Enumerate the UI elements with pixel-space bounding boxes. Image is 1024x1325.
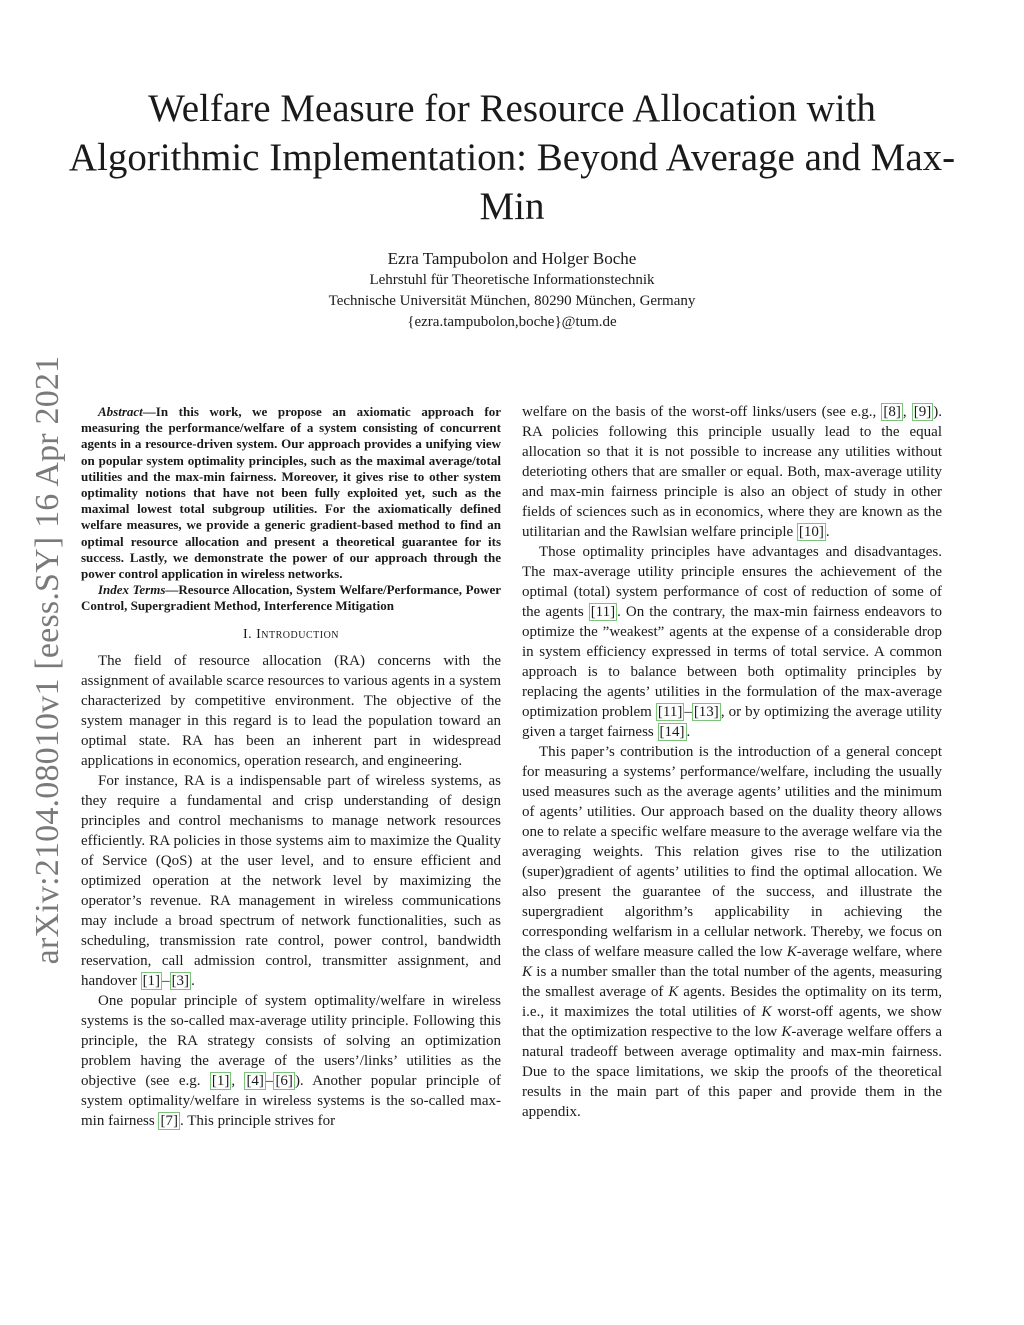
index-terms-label: Index Terms [98, 582, 166, 598]
affiliation-university: Technische Universität München, 80290 München, Germany [328, 293, 696, 309]
citation-link[interactable]: [4] [246, 1072, 264, 1089]
index-terms [81, 582, 501, 614]
citation-link[interactable]: [6] [275, 1072, 293, 1089]
index-terms-text: —Resource Allocation, System Welfare/Performance, Power Control, Supergradient Method, Interference Mitigation [81, 582, 501, 614]
math-variable-k: K [522, 964, 533, 980]
citation-link[interactable]: [1] [211, 1072, 230, 1089]
intro-paragraph-3 [81, 991, 501, 1131]
paragraph-text: welfare on the basis of the worst-off links/users (see e.g., [522, 404, 882, 420]
abstract-text: —In this work, we propose an axiomatic approach for measuring the performance/welfare of a system consisting of concurrent agents in a resource-driven system. Our approach provides a unifying view on popular system optimality principles, such as the maximal average/total utilities and the max-min fairness. Moreover, it gives rise to other system optimality notions that have not been fully exploited yet, such as the maximal lowest total subgroup utilities. For the axiomatically defined welfare measures, we provide a generic gradient-based method to find an optimal resource allocation and present a theoretical guarantee for its success. Lastly, we demonstrate the power of our approach through the power control application in wireless networks. [81, 404, 501, 582]
citation-link[interactable]: [11] [657, 704, 683, 720]
math-variable-k: K [781, 1024, 792, 1040]
citation-link[interactable]: [10] [798, 524, 824, 540]
arxiv-identifier-stamp [28, 345, 68, 975]
section-title: Introduction [256, 626, 340, 642]
paragraph-text: agents. Besides the optimality on its term, i.e., it maximizes the total utilities of [522, 984, 942, 1020]
math-variable-k: K [786, 944, 797, 960]
citation-link[interactable]: [7] [160, 1112, 178, 1129]
right-column [522, 402, 942, 1122]
paragraph-text: . [191, 972, 195, 989]
math-variable-k: K [668, 984, 679, 1000]
paragraph-text: . [686, 724, 691, 740]
paragraph-text: ). Another popular principle of system optimality/welfare in wireless systems is the so-called max-min fairness [81, 1072, 502, 1129]
citation-range-dash: – [265, 1072, 274, 1089]
abstract [81, 404, 501, 582]
left-column [81, 404, 501, 1131]
affiliation-chair: Lehrstuhl für Theoretische Informationstechnik [369, 272, 655, 288]
paragraph-text: Those optimality principles have advantages and disadvantages. The max-average utility principle ensures the achievement of the optimal (total) system performance of cost of reduction of some of the agents [522, 544, 942, 620]
paragraph-text: . [825, 524, 830, 540]
citation-range-dash: – [162, 972, 170, 989]
paragraph-text: ). RA policies following this principle usually lead to the equal allocation so that it is not possible to increase any utilities without deterioting others that are smaller or equal. Both, max-average utility and max-min fairness principle is also an object of study in other fields of sciences such as in economics, where they are known as the utilitarian and the Rawlsian welfare principle [522, 404, 942, 540]
intro-paragraph-4 [522, 542, 942, 742]
paragraph-text: , or by optimizing the average utility given a target fairness [522, 704, 943, 740]
citation-range-dash: – [684, 704, 692, 720]
author-block [200, 248, 824, 333]
intro-paragraph-1: The field of resource allocation (RA) concerns with the assignment of available scarce resources to various agents in a system characterized by competitive environment. The objective of the system manager in this regard is to lead the population toward an optimal state. RA has been an inherent part in widespread applications in economics, operation research, and engineering. [81, 652, 501, 769]
paragraph-text: -average welfare offers a natural tradeoff between average optimality and max-min fairness. Due to the space limitations, we skip the proofs of the theoretical results in the main part of this paper and provide them in the appendix. [522, 1024, 943, 1120]
citation-separator: , [902, 404, 912, 420]
citation-link[interactable]: [13] [693, 704, 719, 720]
paragraph-text: This paper’s contribution is the introduction of a general concept for measuring a systems’ performance/welfare, including the usually used measures such as the average agents’ utilities and the minimum of agents’ utilities. Our approach based on the duality theory allows one to relate a specific welfare measure to the average welfare via the averaging weights. This relation gives rise to the utilization (super)gradient of agents’ utilities to find the optimal allocation. We also present the guarantee of the success, and illustrate the supergradient algorithm’s applicability in achieving the corresponding welfarism in a cellular network. Thereby, we focus on the class of welfare measure called the low [522, 744, 942, 960]
citation-link[interactable]: [9] [913, 404, 932, 420]
paragraph-text: One popular principle of system optimality/welfare in wireless systems is the so-called max-average utility principle. Following this principle, the RA strategy consists of solving an optimization problem having the average of the users’/links’ utilities as the objective (see e.g. [81, 992, 501, 1089]
intro-paragraph-5 [522, 742, 942, 1122]
citation-separator: , [231, 1072, 245, 1089]
citation-link[interactable]: [3] [171, 972, 190, 989]
section-number: I. [242, 626, 253, 642]
paragraph-text: worst-off agents, we show that the optimization respective to the low [522, 1004, 943, 1040]
abstract-label: Abstract [98, 404, 143, 419]
author-names: Ezra Tampubolon and Holger Boche [387, 249, 637, 268]
intro-paragraph-3-continued [522, 402, 942, 542]
paper-title: Welfare Measure for Resource Allocation with Algorithmic Implementation: Beyond Average and Max-Min [68, 87, 956, 228]
paragraph-text: . On the contrary, the max-min fairness endeavors to optimize the ”weakest” agents at the expense of a considerable drop in system efficiency expressed in terms of total service. A common approach is to balance between both optimality principles by replacing the agents’ utilities in the formulation of the max-average optimization problem [522, 604, 942, 720]
intro-paragraph-2 [81, 771, 501, 991]
section-heading-introduction [81, 625, 501, 645]
citation-link[interactable]: [8] [883, 404, 901, 420]
paragraph-text: . This principle strives for [179, 1112, 336, 1129]
citation-link[interactable]: [14] [659, 724, 685, 740]
paragraph-text: is a number smaller than the total number of the agents, measuring the smallest average of [522, 964, 942, 1000]
paragraph-text: -average welfare, where [796, 944, 942, 960]
math-variable-k: K [761, 1004, 772, 1020]
citation-link[interactable]: [11] [590, 604, 616, 620]
arxiv-identifier-text: arXiv:2104.08010v1 [eess.SY] 16 Apr 2021 [29, 355, 66, 965]
citation-link[interactable]: [1] [142, 972, 161, 989]
paragraph-text: For instance, RA is a indispensable part of wireless systems, as they require a fundamental and crisp understanding of design principles and control mechanisms to manage network resources efficiently. RA policies in those systems aim to maximize the Quality of Service (QoS) at the user level, and to ensure efficient and optimized operation at the network level by maximizing the operator’s revenue. RA management in wireless communications may include a broad spectrum of network functionalities, such as scheduling, transmission rate control, power control, bandwidth reservation, call admission control, transmitter assignment, and handover [81, 772, 501, 989]
author-email: {ezra.tampubolon,boche}@tum.de [407, 314, 617, 330]
